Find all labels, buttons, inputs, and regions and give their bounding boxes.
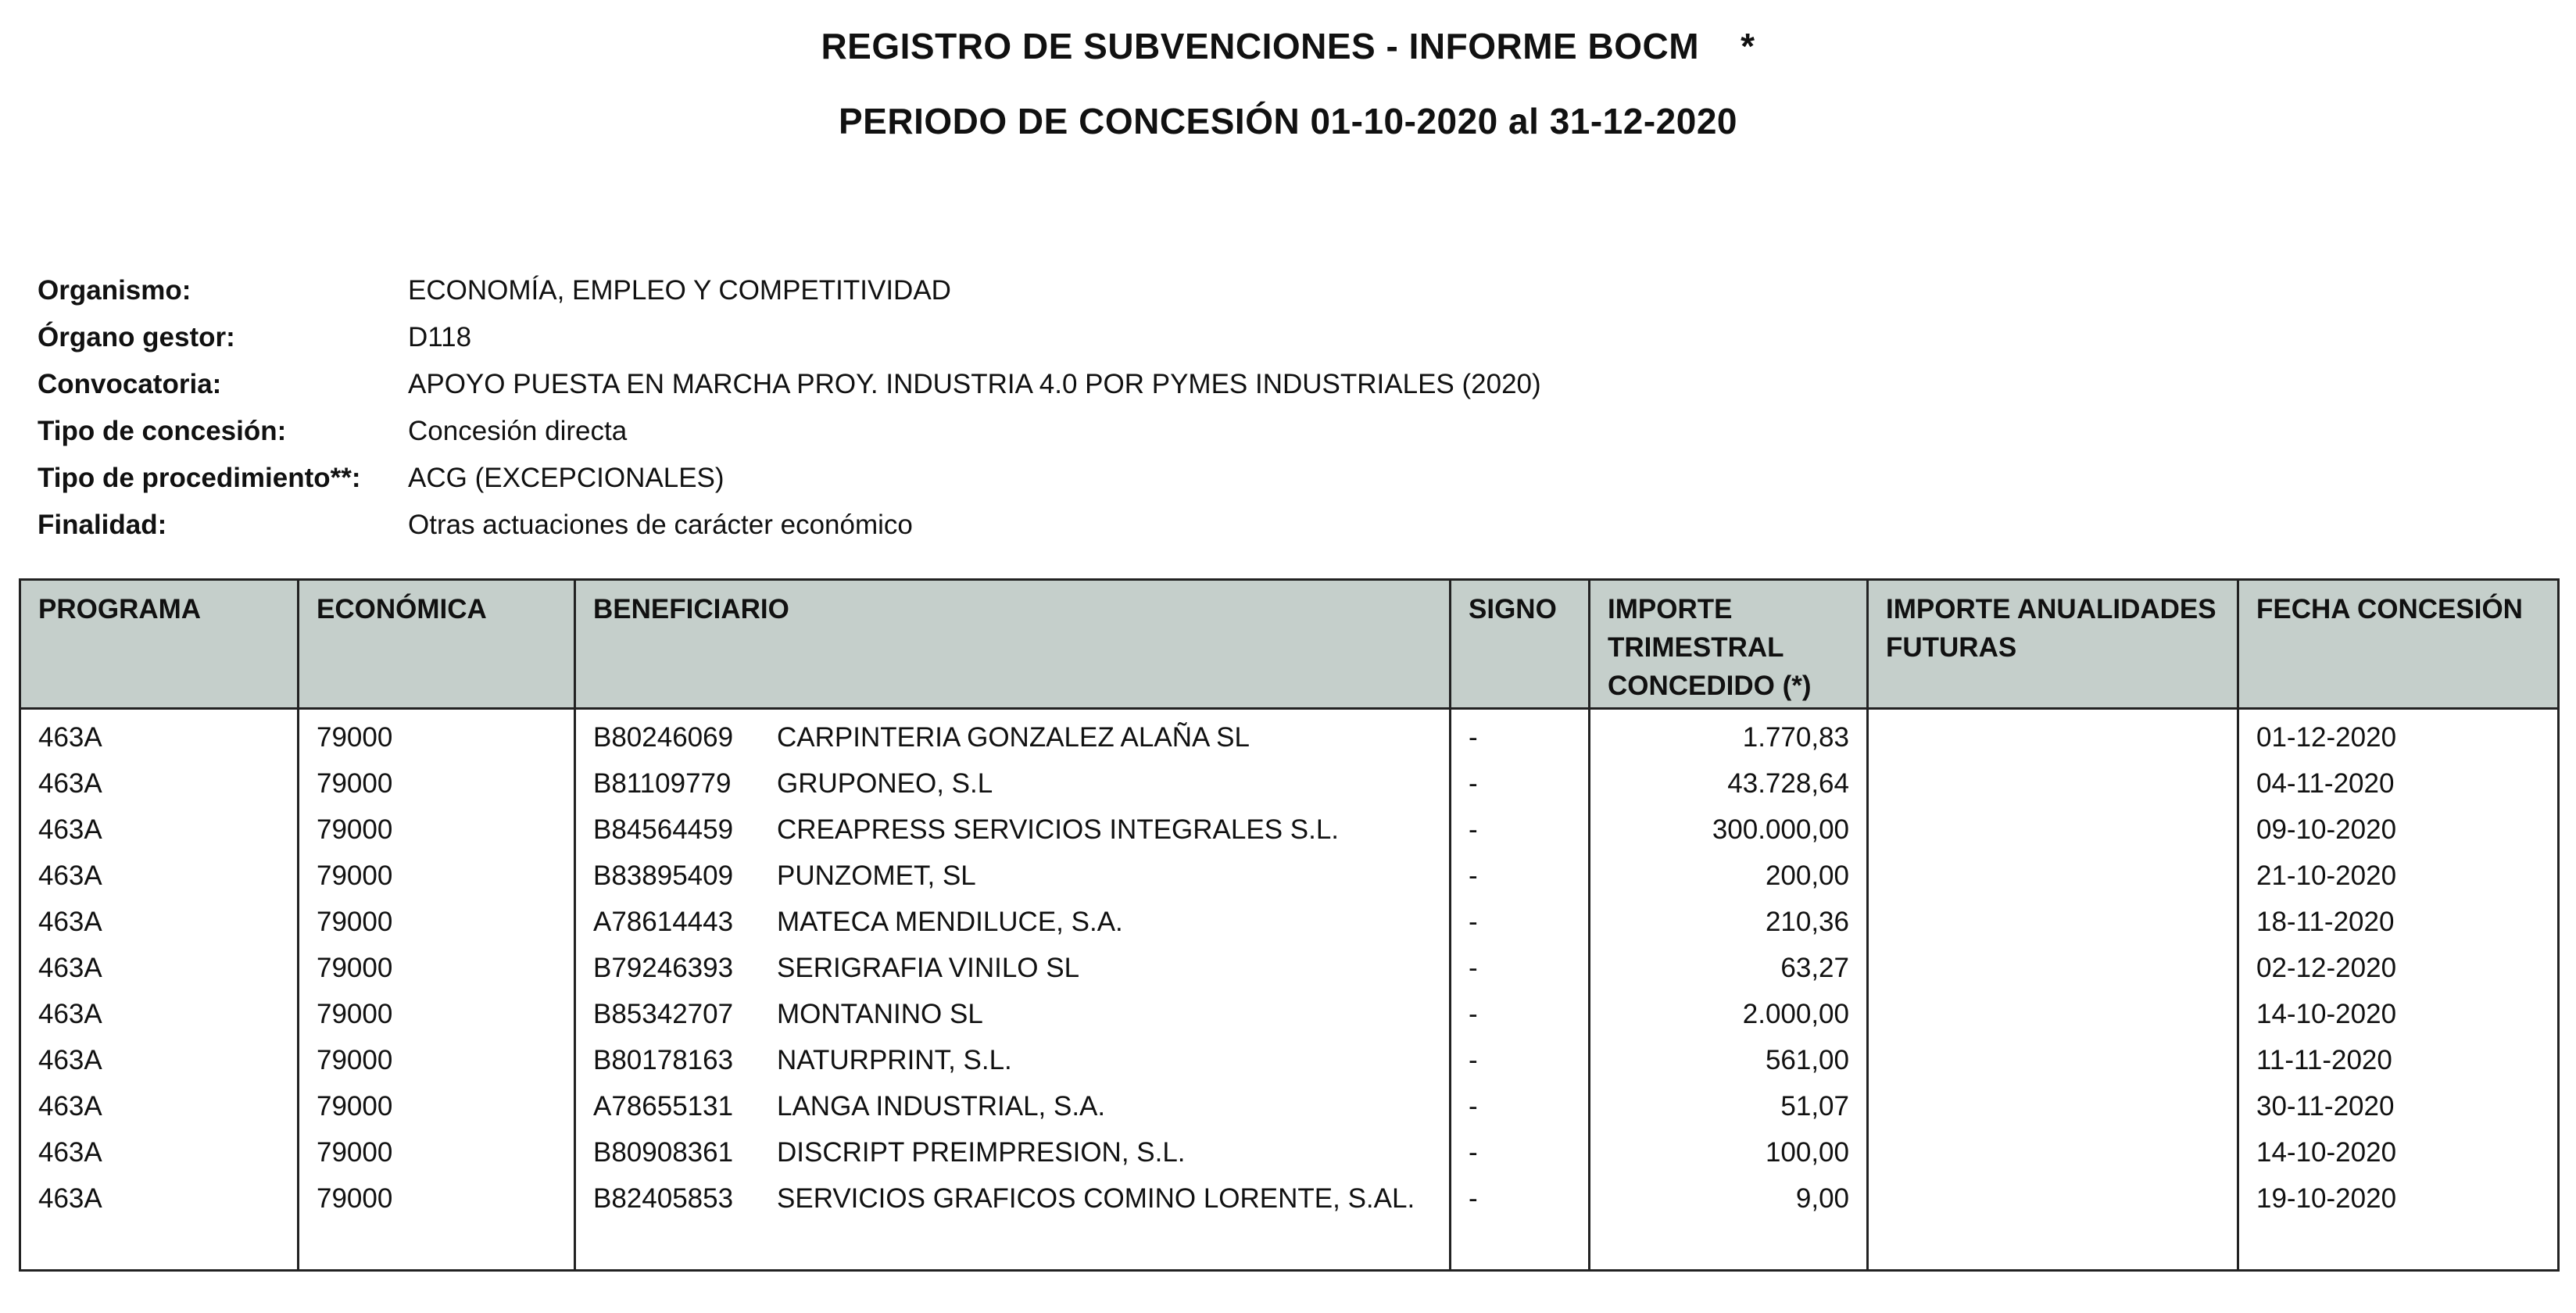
cell-beneficiario bbox=[575, 762, 1451, 808]
cell-signo: - bbox=[1451, 1177, 1590, 1271]
beneficiary-nif: A78614443 bbox=[593, 907, 734, 937]
beneficiary-nif: A78655131 bbox=[593, 1091, 734, 1122]
meta-row-organo-gestor bbox=[38, 314, 1541, 361]
beneficiary-name: CARPINTERIA GONZALEZ ALAÑA SL bbox=[777, 722, 1250, 753]
table-header-row bbox=[20, 580, 2559, 709]
table-row bbox=[20, 1131, 2559, 1177]
cell-beneficiario bbox=[575, 946, 1451, 993]
cell-fecha: 01-12-2020 bbox=[2238, 709, 2559, 763]
cell-importe-trimestral: 63,27 bbox=[1590, 946, 1868, 993]
beneficiary-nif: B80246069 bbox=[593, 722, 734, 753]
meta-label: Tipo de concesión: bbox=[38, 416, 287, 446]
cell-economica: 79000 bbox=[299, 854, 575, 900]
cell-programa: 463A bbox=[20, 900, 299, 946]
header-fecha: FECHA CONCESIÓN bbox=[2238, 580, 2559, 709]
meta-value: Otras actuaciones de carácter económico bbox=[408, 510, 913, 540]
cell-fecha: 14-10-2020 bbox=[2238, 1131, 2559, 1177]
beneficiary-name: GRUPONEO, S.L bbox=[777, 768, 993, 799]
table-row bbox=[20, 1085, 2559, 1131]
cell-fecha: 14-10-2020 bbox=[2238, 993, 2559, 1039]
header-signo: SIGNO bbox=[1451, 580, 1590, 709]
header-programa: PROGRAMA bbox=[20, 580, 299, 709]
cell-beneficiario bbox=[575, 900, 1451, 946]
cell-signo: - bbox=[1451, 854, 1590, 900]
cell-economica: 79000 bbox=[299, 1177, 575, 1271]
cell-importe-futuras bbox=[1868, 709, 2238, 763]
subsidies-table bbox=[19, 578, 2560, 1272]
meta-label: Órgano gestor: bbox=[38, 322, 235, 352]
report-title: REGISTRO DE SUBVENCIONES - INFORME BOCM * bbox=[821, 26, 1755, 66]
cell-programa: 463A bbox=[20, 1131, 299, 1177]
cell-signo: - bbox=[1451, 1039, 1590, 1085]
cell-beneficiario bbox=[575, 1177, 1451, 1271]
header-beneficiario: BENEFICIARIO bbox=[575, 580, 1451, 709]
cell-fecha: 02-12-2020 bbox=[2238, 946, 2559, 993]
cell-signo: - bbox=[1451, 1085, 1590, 1131]
beneficiary-name: MONTANINO SL bbox=[777, 999, 983, 1029]
header-importe-futuras: IMPORTE ANUALIDADES FUTURAS bbox=[1868, 580, 2238, 709]
table-row bbox=[20, 1177, 2559, 1271]
table-row bbox=[20, 808, 2559, 854]
cell-importe-trimestral: 9,00 bbox=[1590, 1177, 1868, 1271]
table-row bbox=[20, 854, 2559, 900]
cell-beneficiario bbox=[575, 1131, 1451, 1177]
beneficiary-nif: B79246393 bbox=[593, 953, 734, 983]
beneficiary-nif: B81109779 bbox=[593, 768, 732, 799]
beneficiary-nif: B80178163 bbox=[593, 1045, 734, 1075]
cell-beneficiario bbox=[575, 1039, 1451, 1085]
cell-signo: - bbox=[1451, 993, 1590, 1039]
cell-programa: 463A bbox=[20, 709, 299, 763]
cell-importe-futuras bbox=[1868, 1085, 2238, 1131]
meta-row-tipo-procedimiento bbox=[38, 455, 1541, 502]
meta-value: D118 bbox=[408, 322, 472, 352]
meta-value: Concesión directa bbox=[408, 416, 628, 446]
cell-importe-futuras bbox=[1868, 762, 2238, 808]
cell-beneficiario bbox=[575, 808, 1451, 854]
table-row bbox=[20, 762, 2559, 808]
cell-signo: - bbox=[1451, 762, 1590, 808]
cell-importe-trimestral: 300.000,00 bbox=[1590, 808, 1868, 854]
cell-programa: 463A bbox=[20, 762, 299, 808]
cell-importe-futuras bbox=[1868, 808, 2238, 854]
cell-economica: 79000 bbox=[299, 1131, 575, 1177]
cell-signo: - bbox=[1451, 808, 1590, 854]
cell-programa: 463A bbox=[20, 808, 299, 854]
cell-importe-trimestral: 200,00 bbox=[1590, 854, 1868, 900]
cell-economica: 79000 bbox=[299, 1085, 575, 1131]
table-row bbox=[20, 1039, 2559, 1085]
cell-signo: - bbox=[1451, 946, 1590, 993]
cell-importe-futuras bbox=[1868, 1177, 2238, 1271]
cell-importe-futuras bbox=[1868, 900, 2238, 946]
cell-fecha: 19-10-2020 bbox=[2238, 1177, 2559, 1271]
beneficiary-name: CREAPRESS SERVICIOS INTEGRALES S.L. bbox=[777, 814, 1340, 845]
cell-fecha: 18-11-2020 bbox=[2238, 900, 2559, 946]
cell-importe-futuras bbox=[1868, 1131, 2238, 1177]
meta-value: APOYO PUESTA EN MARCHA PROY. INDUSTRIA 4.0 POR PYMES INDUSTRIALES (2020) bbox=[408, 369, 1541, 399]
cell-importe-futuras bbox=[1868, 1039, 2238, 1085]
report-period: PERIODO DE CONCESIÓN 01-10-2020 al 31-12-2020 bbox=[839, 101, 1737, 141]
cell-importe-trimestral: 51,07 bbox=[1590, 1085, 1868, 1131]
cell-programa: 463A bbox=[20, 1085, 299, 1131]
cell-programa: 463A bbox=[20, 1039, 299, 1085]
cell-fecha: 09-10-2020 bbox=[2238, 808, 2559, 854]
beneficiary-name: MATECA MENDILUCE, S.A. bbox=[777, 907, 1123, 937]
cell-fecha: 11-11-2020 bbox=[2238, 1039, 2559, 1085]
cell-economica: 79000 bbox=[299, 993, 575, 1039]
cell-beneficiario bbox=[575, 993, 1451, 1039]
beneficiary-name: SERIGRAFIA VINILO SL bbox=[777, 953, 1080, 983]
table-row bbox=[20, 709, 2559, 763]
cell-fecha: 30-11-2020 bbox=[2238, 1085, 2559, 1131]
cell-signo: - bbox=[1451, 709, 1590, 763]
meta-row-convocatoria bbox=[38, 361, 1541, 408]
metadata-block bbox=[38, 267, 1541, 549]
beneficiary-nif: B84564459 bbox=[593, 814, 734, 845]
cell-beneficiario bbox=[575, 854, 1451, 900]
beneficiary-name: NATURPRINT, S.L. bbox=[777, 1045, 1012, 1075]
meta-value: ACG (EXCEPCIONALES) bbox=[408, 463, 724, 493]
cell-programa: 463A bbox=[20, 854, 299, 900]
meta-label: Finalidad: bbox=[38, 510, 167, 540]
beneficiary-nif: B85342707 bbox=[593, 999, 734, 1029]
cell-economica: 79000 bbox=[299, 709, 575, 763]
cell-signo: - bbox=[1451, 1131, 1590, 1177]
cell-economica: 79000 bbox=[299, 808, 575, 854]
cell-fecha: 04-11-2020 bbox=[2238, 762, 2559, 808]
table-row bbox=[20, 900, 2559, 946]
cell-importe-futuras bbox=[1868, 946, 2238, 993]
cell-programa: 463A bbox=[20, 1177, 299, 1271]
beneficiary-name: PUNZOMET, SL bbox=[777, 860, 976, 891]
meta-row-organismo bbox=[38, 267, 1541, 314]
table-row bbox=[20, 946, 2559, 993]
meta-value: ECONOMÍA, EMPLEO Y COMPETITIVIDAD bbox=[408, 275, 951, 306]
header-importe-trimestral: IMPORTE TRIMESTRAL CONCEDIDO (*) bbox=[1590, 580, 1868, 709]
meta-label: Tipo de procedimiento**: bbox=[38, 463, 361, 493]
cell-importe-trimestral: 210,36 bbox=[1590, 900, 1868, 946]
beneficiary-nif: B83895409 bbox=[593, 860, 734, 891]
beneficiary-nif: B80908361 bbox=[593, 1137, 734, 1168]
beneficiary-name: DISCRIPT PREIMPRESION, S.L. bbox=[777, 1137, 1186, 1168]
cell-importe-futuras bbox=[1868, 854, 2238, 900]
cell-importe-trimestral: 2.000,00 bbox=[1590, 993, 1868, 1039]
cell-beneficiario bbox=[575, 1085, 1451, 1131]
meta-row-finalidad bbox=[38, 502, 1541, 549]
table-row bbox=[20, 993, 2559, 1039]
cell-programa: 463A bbox=[20, 993, 299, 1039]
cell-importe-trimestral: 100,00 bbox=[1590, 1131, 1868, 1177]
cell-programa: 463A bbox=[20, 946, 299, 993]
meta-label: Organismo: bbox=[38, 275, 191, 306]
cell-importe-trimestral: 1.770,83 bbox=[1590, 709, 1868, 763]
cell-importe-trimestral: 561,00 bbox=[1590, 1039, 1868, 1085]
header-economica: ECONÓMICA bbox=[299, 580, 575, 709]
cell-fecha: 21-10-2020 bbox=[2238, 854, 2559, 900]
cell-signo: - bbox=[1451, 900, 1590, 946]
cell-economica: 79000 bbox=[299, 762, 575, 808]
cell-economica: 79000 bbox=[299, 1039, 575, 1085]
cell-importe-futuras bbox=[1868, 993, 2238, 1039]
beneficiary-name: SERVICIOS GRAFICOS COMINO LORENTE, S.AL. bbox=[777, 1183, 1415, 1214]
beneficiary-nif: B82405853 bbox=[593, 1183, 734, 1214]
beneficiary-name: LANGA INDUSTRIAL, S.A. bbox=[777, 1091, 1106, 1122]
cell-economica: 79000 bbox=[299, 946, 575, 993]
cell-importe-trimestral: 43.728,64 bbox=[1590, 762, 1868, 808]
cell-beneficiario bbox=[575, 709, 1451, 763]
meta-row-tipo-concesion bbox=[38, 408, 1541, 455]
meta-label: Convocatoria: bbox=[38, 369, 222, 399]
cell-economica: 79000 bbox=[299, 900, 575, 946]
